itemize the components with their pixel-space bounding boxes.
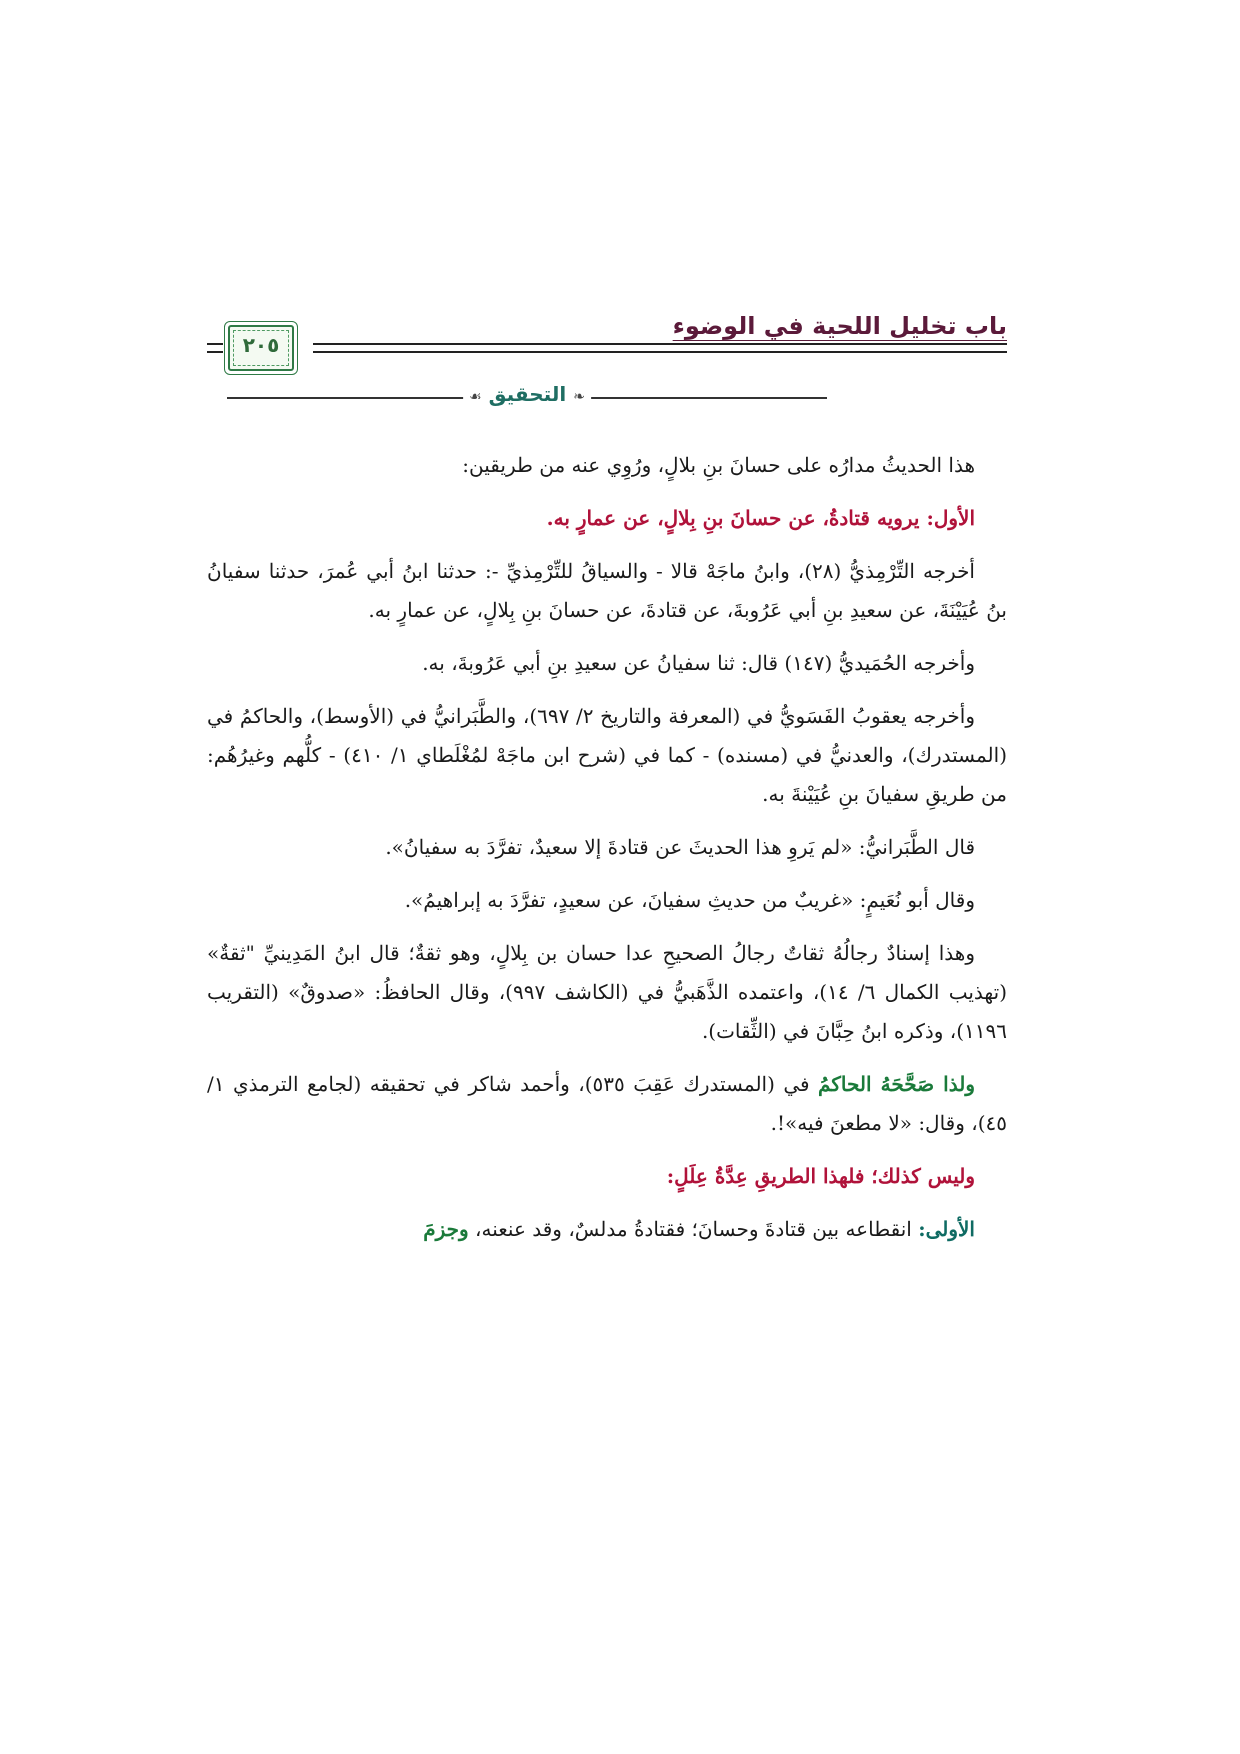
authentication-text: في (المستدرك عَقِبَ ٥٣٥)، وأحمد شاكر في تحقيقه (لجامع الترمذي ١/ ٤٥)، وقال: «لا مطعنَ فيه»!. — [207, 1072, 1007, 1135]
page-number-frame — [228, 325, 294, 371]
book-page — [207, 300, 1007, 1680]
ornament-icon: ☙ — [469, 389, 482, 405]
header-rule-left-bottom — [207, 351, 223, 353]
paragraph-intro: هذا الحديثُ مدارُه على حسانَ بنِ بلالٍ، ورُوِي عنه من طريقين: — [462, 453, 975, 477]
first-defect-text: انقطاعه بين قتادةَ وحسانَ؛ فقتادةُ مدلسٌ، وقد عنعنه، — [468, 1217, 919, 1241]
header-rule-left-top — [207, 343, 223, 345]
header-rule-top — [313, 343, 1007, 345]
paragraph-abu-nuaym-quote: وقال أبو نُعَيمٍ: «غريبٌ من حديثِ سفيانَ، عن سعيدٍ، تفرَّدَ به إبراهيمُ». — [404, 888, 975, 912]
section-title-box — [463, 382, 591, 406]
hakim-authentication-lead: ولذا صَحَّحَهُ الحاكمُ — [818, 1072, 975, 1096]
paragraph-fasawi: وأخرجه يعقوبُ الفَسَويُّ في (المعرفة والتاريخ ٢/ ٦٩٧)، والطَّبَرانيُّ في (الأوسط)، والحاكمُ في (المستدرك)، والعدنيُّ في (مسنده) - كما في (شرح ابن ماجَهْ لمُغْلَطاي ١/ ٤١٠) - كلُّهم وغيرُهُم: من طريقِ سفيانَ بنِ عُيَيْنةَ به. — [207, 704, 1007, 806]
paragraph-isnad-grading: وهذا إسنادٌ رجالُهُ ثقاتٌ رجالُ الصحيحِ عدا حسان بن بِلالٍ، وهو ثقةٌ؛ قال ابنُ المَدِينيِّ "ثقةٌ» (تهذيب الكمال ٦/ ١٤)، واعتمده الذَّهَبيُّ في (الكاشف ٩٩٧)، وقال الحافظُ: «صدوقٌ» (التقريب ١١٩٦)، وذكره ابنُ حِبَّانَ في (الثِّقات). — [207, 941, 1008, 1043]
defects-heading: وليس كذلك؛ فلهذا الطريقِ عِدَّةُ عِلَلٍ: — [666, 1164, 975, 1188]
paragraph-tirmidhi: أخرجه التِّرْمِذيُّ (٢٨)، وابنُ ماجَهْ قالا - والسياقُ للتِّرْمِذيِّ -: حدثنا ابنُ أبي عُمرَ، حدثنا سفيانُ بنُ عُيَيْنَةَ، عن سعيدِ بنِ أبي عَرُوبةَ، عن قتادةَ، عن حسانَ بنِ بِلالٍ، عن عمارٍ به. — [207, 559, 1007, 622]
first-defect-label: الأولى: — [918, 1217, 975, 1241]
paragraph-authentication — [207, 1065, 1007, 1143]
page-body — [207, 446, 1007, 1263]
header-rule-bottom — [313, 351, 1007, 353]
first-defect-tail: وجزمَ — [423, 1217, 469, 1241]
page-number: ٢٠٥ — [242, 333, 280, 357]
running-title: باب تخليل اللحية في الوضوء — [672, 312, 1007, 340]
section-heading — [227, 382, 827, 412]
paragraph-humaydi: وأخرجه الحُمَيديُّ (١٤٧) قال: ثنا سفيانُ عن سعيدِ بنِ أبي عَرُوبةَ، به. — [422, 651, 975, 675]
paragraph-first-defect — [207, 1210, 1007, 1249]
ornament-icon: ❧ — [573, 389, 585, 405]
paragraph-tabarani-quote: قال الطَّبَرانيُّ: «لم يَروِ هذا الحديثَ عن قتادةَ إلا سعيدٌ، تفرَّدَ به سفيانُ». — [385, 835, 975, 859]
first-route-heading: الأول: يرويه قتادةُ، عن حسانَ بنِ بِلالٍ، عن عمارٍ به. — [546, 506, 975, 530]
section-title: التحقيق — [488, 382, 567, 406]
